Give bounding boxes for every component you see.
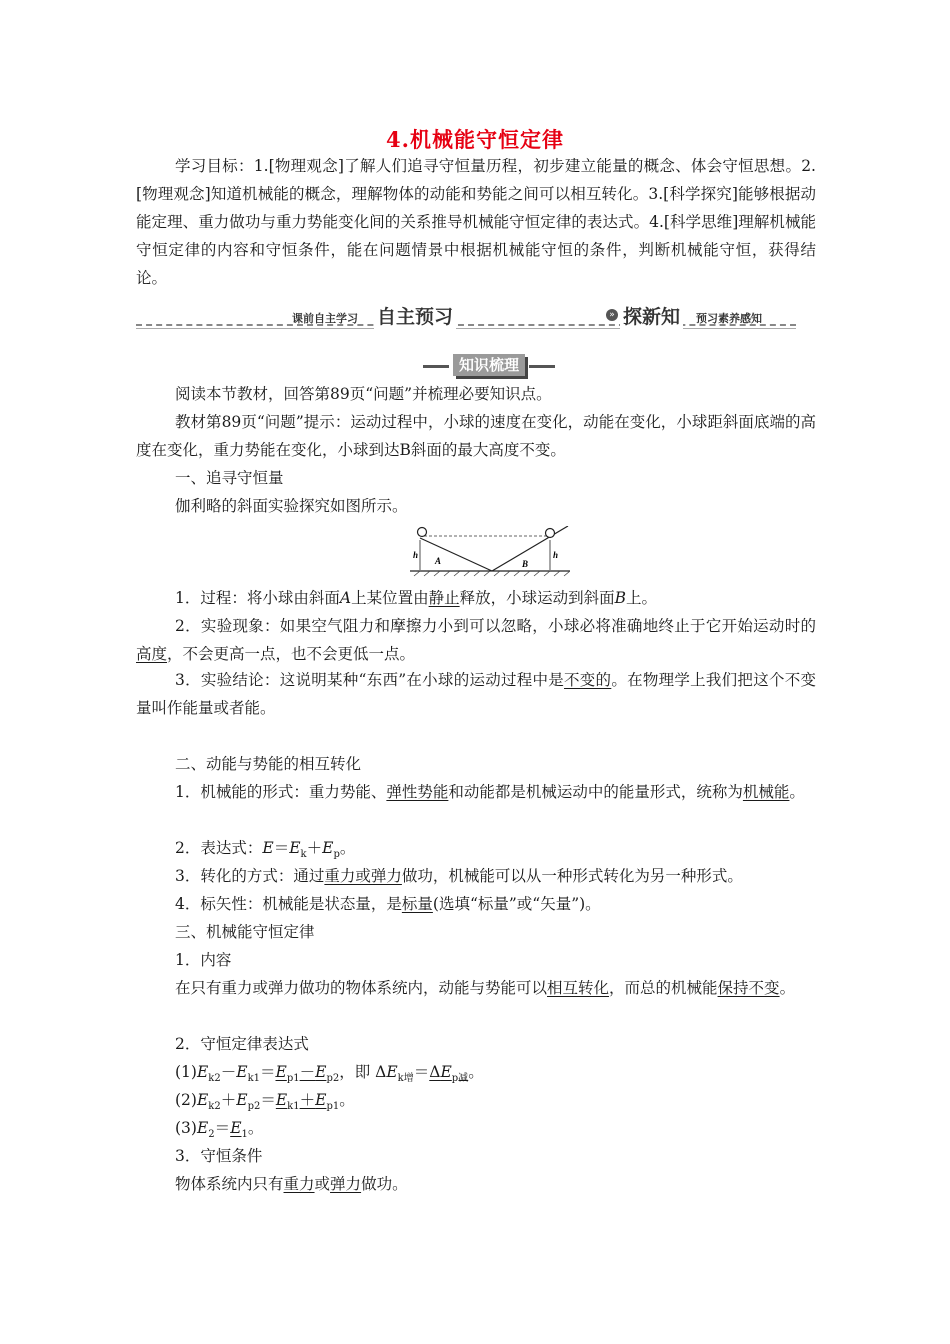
label-a: A <box>435 556 442 566</box>
s1-item-3: 3．实验结论：这说明某种“东西”在小球的运动过程中是不变的。在物理学上我们把这个不变量叫作能量或者能。 <box>136 671 816 717</box>
incline-b <box>492 526 568 571</box>
s2-item-2: 2．表达式：$E=E_k+E_p$。 <box>175 839 356 861</box>
ball-end <box>546 529 555 538</box>
banner-right-big: 探新知 <box>620 302 683 329</box>
tag-bar-left <box>423 365 449 368</box>
incline-a <box>420 538 492 571</box>
s2-item-4: 4．标矢性：机械能是状态量，是标量(选填“标量”或“矢量”)。 <box>175 895 601 913</box>
label-h-right: h <box>553 550 559 560</box>
section-heading-2: 二、动能与势能的相互转化 <box>175 755 362 773</box>
incline-experiment-figure <box>410 526 570 578</box>
formula-3: $(3)E_2=E_1$。 <box>175 1119 264 1141</box>
intro-text: 阅读本节教材，回答第89页“问题”并梳理必要知识点。 <box>175 385 552 403</box>
s1-item-2: 2．实验现象：如果空气阻力和摩擦力小到可以忽略，小球必将准确地终止于它开始运动时的高度，不会更高一点，也不会更低一点。 <box>136 617 816 663</box>
banner-separator-icon: » <box>606 309 618 321</box>
s2-item-3: 3．转化的方式：通过重力或弹力做功，机械能可以从一种形式转化为另一种形式。 <box>175 867 743 885</box>
label-b: B <box>522 559 529 569</box>
formula-2: $(2)E_{k2}+E_{p2}=E_{k1}+E_{p1}$。 <box>175 1091 355 1113</box>
hint-paragraph: 教材第89页“问题”提示：运动过程中，小球的速度在变化，动能在变化，小球距斜面底端的高度在变化，重力势能在变化，小球到达B斜面的最大高度不变。 <box>136 413 816 459</box>
s2-item-1: 1．机械能的形式：重力势能、弹性势能和动能都是机械运动中的能量形式，统称为机械能。 <box>175 783 805 801</box>
label-h-left: h <box>413 550 419 560</box>
learning-objectives: 学习目标：1.[物理观念]了解人们追寻守恒量历程，初步建立能量的概念、体会守恒思想。2.[物理观念]知道机械能的概念，理解物体的动能和势能之间可以相互转化。3.[科学探究]能够根据动能定理、重力做功与重力势能变化间的关系推导机械能守恒定律的表达式。4.[科学思维]理解机械能守恒定律的内容和守恒条件，能在问题情景中根据机械能守恒的条件，判断机械能守恒，获得结论。 <box>136 157 816 287</box>
banner-divider-2 <box>136 328 796 329</box>
banner-left-big: 自主预习 <box>374 302 456 329</box>
section-heading-3: 三、机械能守恒定律 <box>175 923 315 941</box>
ground-hatch <box>414 571 570 576</box>
tag-bar-right <box>529 365 555 368</box>
banner-right-small: 预习素养感知 <box>696 312 762 325</box>
tag-label: 知识梳理 <box>453 354 525 376</box>
formula-1: $(1)E_{k2}-E_{k1}=E_{p1}-E_{p2}$，即 $\Delta E_{k增}=\Delta E_{p减}$。 <box>175 1063 484 1085</box>
section-heading-1: 一、追寻守恒量 <box>175 469 284 487</box>
banner-left-small: 课前自主学习 <box>292 312 358 325</box>
s1-item-1: 1．过程：将小球由斜面A上某位置由静止释放，小球运动到斜面B上。 <box>175 589 658 607</box>
page-title: 4.机械能守恒定律 <box>386 127 564 152</box>
s3-sub-1: 1．内容 <box>175 951 232 969</box>
s3-content: 在只有重力或弹力做功的物体系统内，动能与势能可以相互转化，而总的机械能保持不变。 <box>175 979 796 997</box>
figure-caption: 伽利略的斜面实验探究如图所示。 <box>175 497 408 515</box>
section-banner <box>136 300 796 336</box>
s3-condition: 物体系统内只有重力或弹力做功。 <box>175 1175 408 1193</box>
s3-sub-2: 2．守恒定律表达式 <box>175 1035 309 1053</box>
ball-start <box>418 528 427 537</box>
s3-sub-3: 3．守恒条件 <box>175 1147 263 1165</box>
